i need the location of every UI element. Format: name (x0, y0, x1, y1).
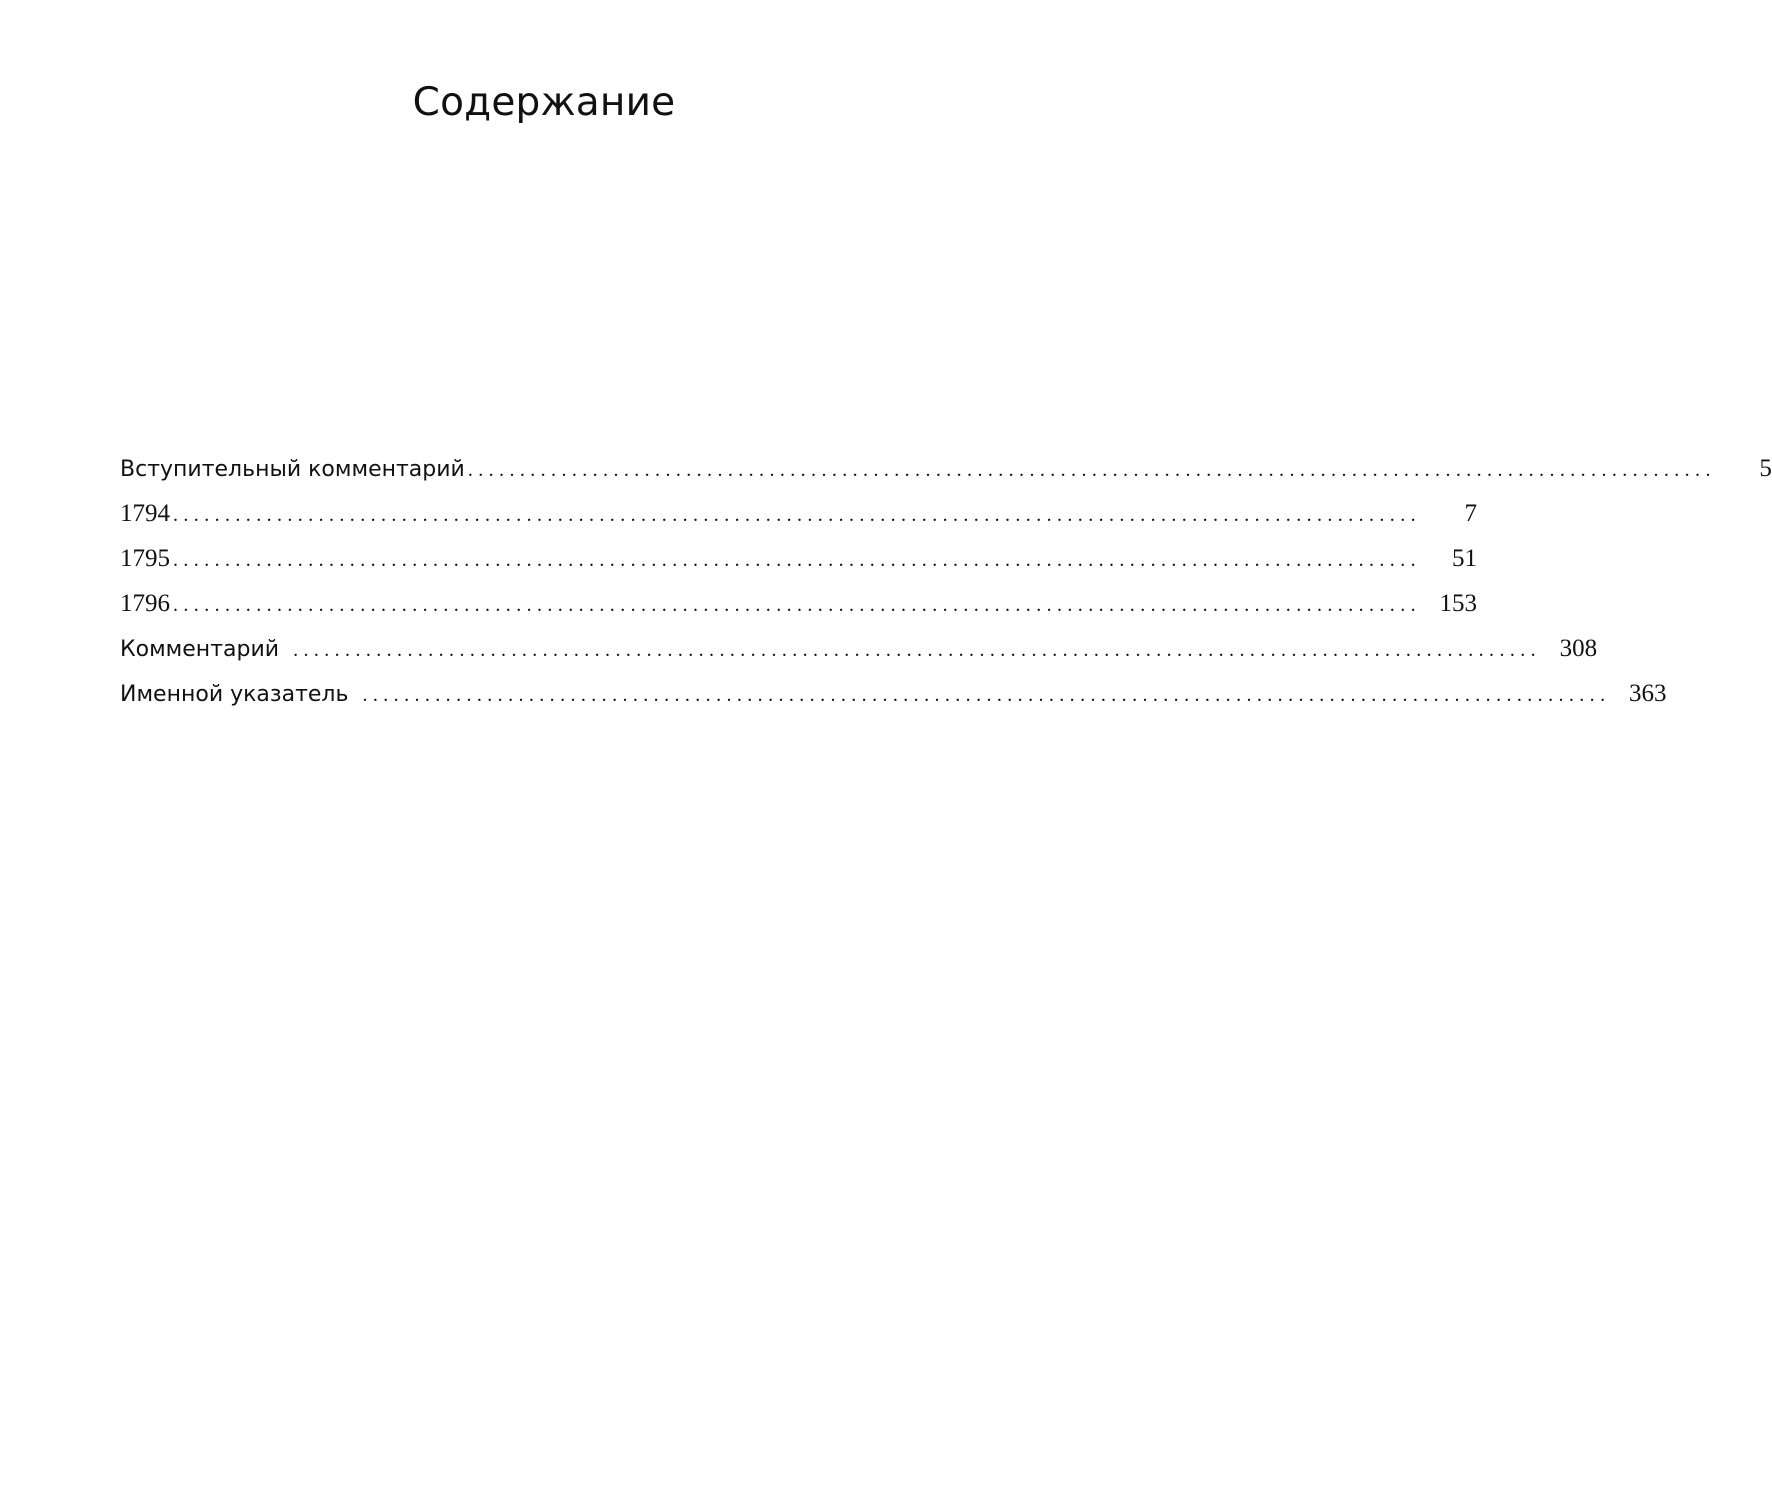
toc-entry-page-number: 153 (1439, 590, 1477, 617)
toc-entry-page-number: 5 (1759, 455, 1772, 482)
toc-entry-label: Вступительный комментарий (120, 457, 465, 482)
toc-entry-commentary (120, 626, 1598, 671)
dot-leader: ........................................................................................................................ (293, 639, 1542, 661)
dot-leader: ........................................................................................................................ (173, 549, 1421, 571)
toc-entry-1794 (120, 491, 1477, 536)
table-of-contents (120, 446, 1772, 716)
toc-entry-introductory-commentary (120, 446, 1772, 491)
toc-entry-name-index (120, 671, 1667, 716)
toc-entry-page-number: 7 (1464, 500, 1477, 527)
toc-entry-label: 1795 (120, 545, 170, 572)
toc-entry-page-number: 51 (1452, 545, 1477, 572)
toc-entry-label: 1794 (120, 500, 170, 527)
toc-entry-1795 (120, 536, 1477, 581)
toc-entry-1796 (120, 581, 1477, 626)
toc-entry-page-number: 363 (1628, 680, 1667, 707)
toc-entry-label: 1796 (120, 590, 170, 617)
dot-leader: ........................................................................................................................ (467, 459, 1716, 481)
dot-leader: ........................................................................................................................ (173, 504, 1421, 526)
dot-leader: ........................................................................................................................ (173, 594, 1421, 616)
toc-entry-page-number: 308 (1559, 635, 1598, 662)
toc-entry-label: Именной указатель (120, 682, 349, 707)
dot-leader: ........................................................................................................................ (362, 684, 1611, 706)
toc-entry-label: Комментарий (120, 637, 280, 662)
page-title: Содержание (412, 80, 676, 125)
